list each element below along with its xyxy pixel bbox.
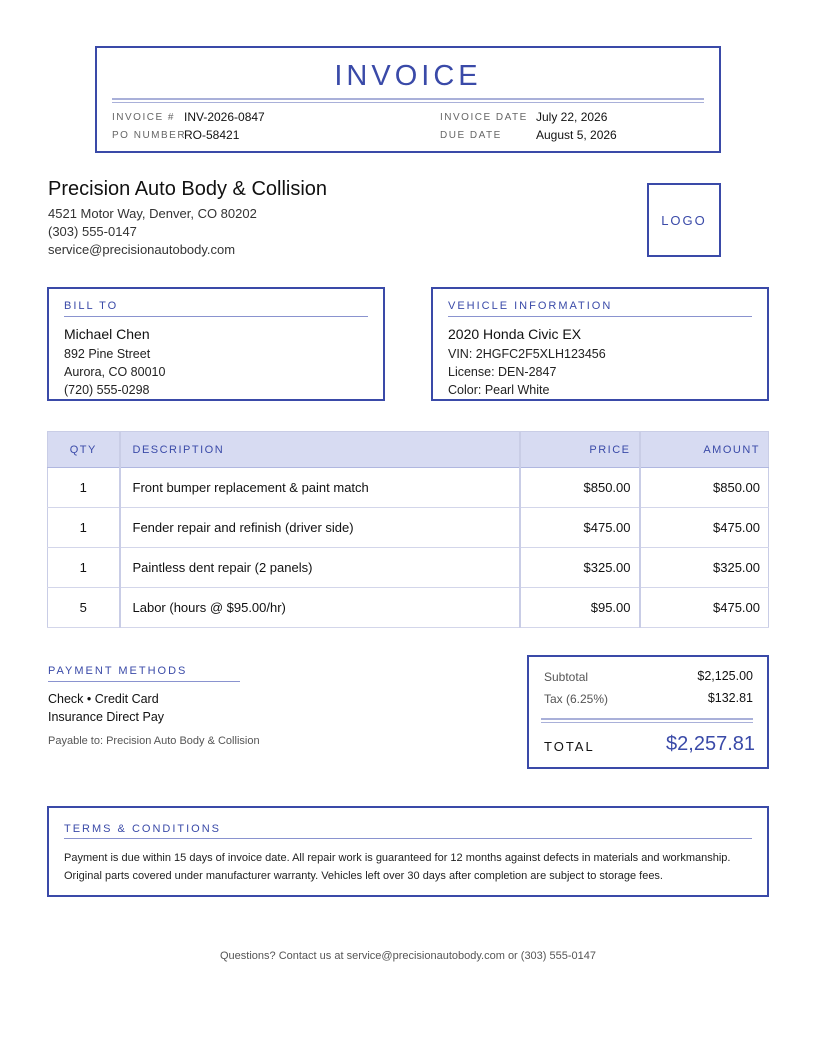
payment-method-line-1: Check • Credit Card [48, 692, 159, 706]
row-amount: $325.00 [640, 548, 769, 588]
tax-label: Tax (6.25%) [544, 692, 609, 706]
vehicle-color: Color: Pearl White [448, 383, 550, 397]
company-name: Precision Auto Body & Collision [48, 178, 328, 200]
footer-contact: Questions? Contact us at service@precisionautobody.com or (303) 555-0147 [220, 950, 596, 962]
row-description: Labor (hours @ $95.00/hr) [120, 588, 520, 628]
invoice-title: INVOICE [334, 60, 482, 92]
po-number: RO-58421 [184, 128, 240, 142]
subtotal-value: $2,125.00 [697, 669, 753, 683]
payment-methods-divider [48, 681, 240, 682]
customer-city: Aurora, CO 80010 [64, 365, 166, 379]
table-row [48, 548, 769, 588]
totals-box [527, 655, 769, 769]
tax-value: $132.81 [707, 691, 753, 705]
vehicle-info-divider [448, 316, 752, 317]
invoice-number-label: INVOICE # [112, 112, 175, 123]
subtotal-label: Subtotal [544, 670, 589, 684]
line-items-table [47, 431, 769, 628]
customer-name: Michael Chen [64, 326, 150, 342]
amount-header: AMOUNT [640, 432, 769, 468]
total-value: $2,257.81 [666, 733, 755, 755]
logo-text: LOGO [661, 212, 707, 228]
terms-text: Payment is due within 15 days of invoice date. All repair work is guaranteed for 12 months against defects in materials and workmanship. Original parts covered under manufacturer warranty. Vehicles left over 30 days after completion are subject to storage fees. [64, 852, 731, 882]
row-description: Front bumper replacement & paint match [120, 468, 520, 508]
vehicle-license: License: DEN-2847 [448, 365, 557, 379]
totals-divider [541, 718, 753, 723]
terms-divider [64, 838, 752, 839]
po-number-label: PO NUMBER [112, 130, 187, 141]
customer-street: 892 Pine Street [64, 347, 151, 361]
vehicle-model: 2020 Honda Civic EX [448, 326, 582, 342]
description-header: DESCRIPTION [120, 432, 520, 468]
due-date-label: DUE DATE [440, 130, 502, 141]
total-label: TOTAL [544, 739, 595, 754]
row-description: Fender repair and refinish (driver side) [120, 508, 520, 548]
row-amount: $475.00 [640, 588, 769, 628]
row-qty: 1 [48, 468, 120, 508]
invoice-header [95, 46, 721, 153]
vehicle-info-box [431, 287, 769, 401]
company-email: service@precisionautobody.com [48, 242, 236, 257]
row-description: Paintless dent repair (2 panels) [120, 548, 520, 588]
row-price: $325.00 [520, 548, 640, 588]
payable-to: Payable to: Precision Auto Body & Collision [48, 735, 260, 747]
table-header-row [48, 432, 769, 468]
payment-methods-label: PAYMENT METHODS [48, 665, 188, 677]
row-qty: 5 [48, 588, 120, 628]
bill-to-divider [64, 316, 368, 317]
terms-label: TERMS & CONDITIONS [64, 823, 222, 835]
header-divider [112, 98, 704, 103]
company-phone: (303) 555-0147 [48, 224, 137, 239]
bill-to-label: BILL TO [64, 300, 119, 312]
row-price: $850.00 [520, 468, 640, 508]
invoice-date-label: INVOICE DATE [440, 112, 528, 123]
company-address: 4521 Motor Way, Denver, CO 80202 [48, 206, 257, 221]
row-amount: $475.00 [640, 508, 769, 548]
row-qty: 1 [48, 548, 120, 588]
customer-phone: (720) 555-0298 [64, 383, 150, 397]
payment-method-line-2: Insurance Direct Pay [48, 710, 165, 724]
invoice-date: July 22, 2026 [536, 110, 608, 124]
row-qty: 1 [48, 508, 120, 548]
terms-box [47, 806, 769, 897]
vehicle-info-label: VEHICLE INFORMATION [448, 300, 613, 312]
table-row [48, 588, 769, 628]
price-header: PRICE [520, 432, 640, 468]
bill-to-box [47, 287, 385, 401]
row-amount: $850.00 [640, 468, 769, 508]
invoice-number: INV-2026-0847 [184, 110, 265, 124]
row-price: $95.00 [520, 588, 640, 628]
table-row [48, 468, 769, 508]
due-date: August 5, 2026 [536, 128, 617, 142]
table-row [48, 508, 769, 548]
logo-placeholder [647, 183, 721, 257]
vehicle-vin: VIN: 2HGFC2F5XLH123456 [448, 347, 606, 361]
qty-header: QTY [48, 432, 120, 468]
row-price: $475.00 [520, 508, 640, 548]
